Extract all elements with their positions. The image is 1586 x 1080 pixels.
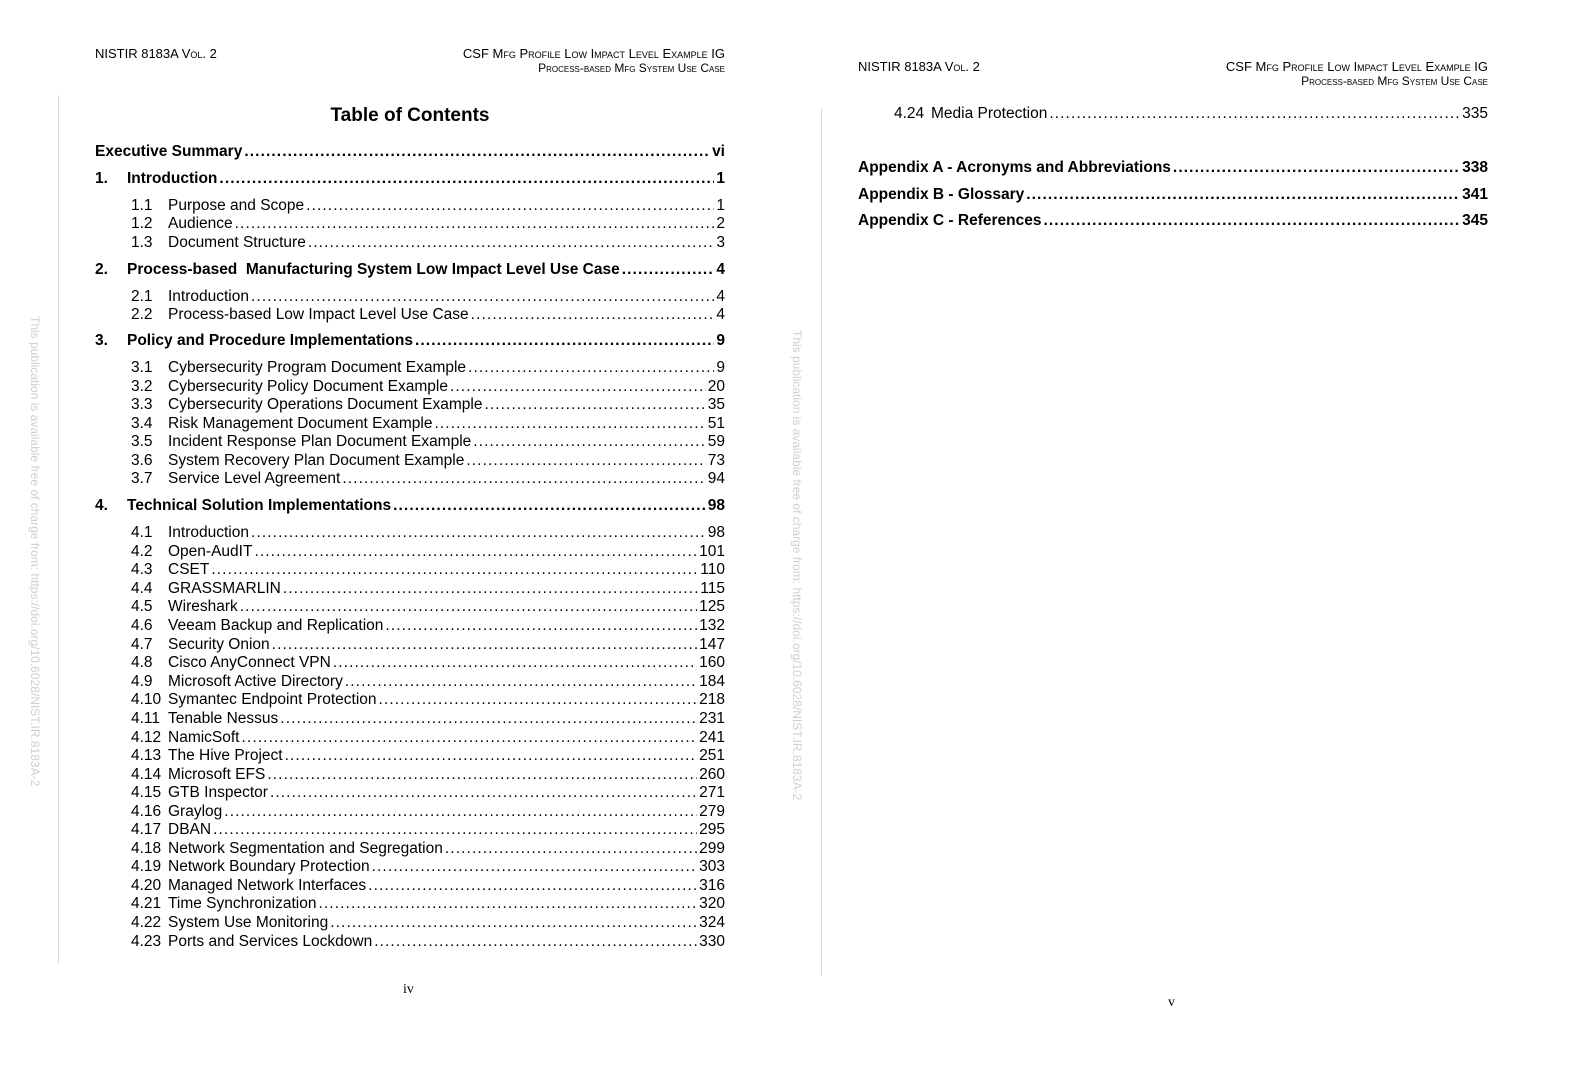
toc-entry-major[interactable] xyxy=(858,186,1488,204)
dot-leader xyxy=(251,524,706,542)
toc-entry-number: 4. xyxy=(95,497,108,514)
page-number: v xyxy=(1168,995,1175,1010)
toc-entry-page: 231 xyxy=(699,710,725,727)
toc-entry-page: 35 xyxy=(707,396,725,413)
toc-entry-label: Appendix C - References xyxy=(858,212,1042,229)
header-title-line1: CSF Mfg Profile Low Impact Level Example IG xyxy=(1225,59,1488,74)
toc-entry[interactable] xyxy=(131,452,725,470)
toc-entry-label: Appendix A - Acronyms and Abbreviations xyxy=(858,159,1171,176)
toc-entry-label: Cisco AnyConnect VPN xyxy=(168,654,331,671)
toc-entry-number: 4.14 xyxy=(131,766,162,783)
toc-entry-page: 338 xyxy=(1462,159,1488,176)
toc-entry-label: Ports and Services Lockdown xyxy=(168,933,373,950)
toc-entry-number: 4.17 xyxy=(131,821,162,838)
toc-entry[interactable] xyxy=(131,673,725,691)
toc-entry-number: 4.5 xyxy=(131,598,153,615)
toc-entry-number: 4.8 xyxy=(131,654,153,671)
toc-entry-page: 241 xyxy=(699,729,725,746)
toc-entry-label: Process-based Low Impact Level Use Case xyxy=(168,306,469,323)
header-title-line2: Process-based Mfg System Use Case xyxy=(1301,74,1488,88)
toc-entry-page: 2 xyxy=(716,215,725,232)
page-number: iv xyxy=(403,982,414,997)
toc-entry-number: 2. xyxy=(95,261,108,278)
toc-entry-label: GRASSMARLIN xyxy=(168,580,281,597)
toc-entry-number: 2.1 xyxy=(131,288,153,305)
toc-entry[interactable] xyxy=(131,803,725,821)
toc-entry-label: Document Structure xyxy=(168,234,306,251)
toc-entry-number: 3.5 xyxy=(131,433,153,450)
toc-entry-page: 324 xyxy=(699,914,725,931)
toc-entry-page: 279 xyxy=(699,803,725,820)
toc-entry-page: 316 xyxy=(699,877,725,894)
toc-entry-label: Executive Summary xyxy=(95,143,243,160)
dot-leader xyxy=(285,747,698,765)
toc-entry-label: Introduction xyxy=(168,288,249,305)
dot-leader xyxy=(368,877,697,895)
toc-entry[interactable] xyxy=(131,710,725,728)
toc-entry-label: Graylog xyxy=(168,803,223,820)
toc-entry-number: 3.4 xyxy=(131,415,153,432)
dot-leader xyxy=(622,261,715,279)
toc-entry-label: DBAN xyxy=(168,821,212,838)
right-page xyxy=(790,0,1586,1080)
toc-entry-label: Symantec Endpoint Protection xyxy=(168,691,377,708)
toc-entry[interactable] xyxy=(131,561,725,579)
toc-entry-number: 4.12 xyxy=(131,729,162,746)
toc-entry-major[interactable] xyxy=(95,332,725,350)
toc-entry[interactable] xyxy=(131,598,725,616)
dot-leader xyxy=(242,729,698,747)
toc-entry-major[interactable] xyxy=(95,261,725,279)
toc-entry[interactable] xyxy=(131,858,725,876)
toc-entry[interactable] xyxy=(131,306,725,324)
margin-rule xyxy=(821,108,822,976)
toc-entry-page: 9 xyxy=(716,359,725,376)
toc-entry-number: 4.9 xyxy=(131,673,153,690)
toc-entry-label: Policy and Procedure Implementations xyxy=(127,332,413,349)
toc-entry[interactable] xyxy=(131,636,725,654)
toc-entry-major[interactable] xyxy=(858,212,1488,230)
toc-entry-label: Security Onion xyxy=(168,636,270,653)
toc-entry-number: 4.20 xyxy=(131,877,162,894)
toc-entry-label: CSET xyxy=(168,561,210,578)
header-title xyxy=(463,46,725,76)
toc-entry-page: 1 xyxy=(716,197,725,214)
toc-entry[interactable] xyxy=(131,234,725,252)
dot-leader xyxy=(374,933,697,951)
toc-entry[interactable] xyxy=(131,396,725,414)
toc-entry-page: 184 xyxy=(699,673,725,690)
dot-leader xyxy=(270,784,697,802)
header-title-line2: Process-based Mfg System Use Case xyxy=(538,61,725,75)
toc-entry[interactable] xyxy=(131,524,725,542)
dot-leader xyxy=(306,197,714,215)
doi-watermark: This publication is available free of charge from: https://doi.org/10.6028/NIST.IR.8183A-2 xyxy=(28,316,42,787)
toc-entry-page: 147 xyxy=(699,636,725,653)
toc-title: Table of Contents xyxy=(330,105,490,126)
toc-entry[interactable] xyxy=(131,617,725,635)
toc-entry-label: Veeam Backup and Replication xyxy=(168,617,384,634)
toc-entry-page: 271 xyxy=(699,784,725,801)
toc-entry-label: Appendix B - Glossary xyxy=(858,186,1025,203)
toc-entry-page: 94 xyxy=(707,470,725,487)
toc-entry-page: 98 xyxy=(707,524,725,541)
margin-rule xyxy=(58,95,59,963)
toc-entry-label: System Recovery Plan Document Example xyxy=(168,452,465,469)
toc-entry-number: 3.7 xyxy=(131,470,153,487)
toc-entry-page: 295 xyxy=(699,821,725,838)
dot-leader xyxy=(434,415,705,433)
toc-entry-label: System Use Monitoring xyxy=(168,914,329,931)
toc-entry-page: 303 xyxy=(699,858,725,875)
dot-leader xyxy=(280,710,697,728)
header-doc-id: NISTIR 8183A Vol. 2 xyxy=(858,59,980,74)
toc-entry-label: Introduction xyxy=(168,524,249,541)
dot-leader xyxy=(244,143,710,161)
dot-leader xyxy=(372,858,698,876)
toc-entry-number: 3.6 xyxy=(131,452,153,469)
header-title xyxy=(1226,59,1488,89)
toc-entry-number: 4.6 xyxy=(131,617,153,634)
toc-entry-major[interactable] xyxy=(95,143,725,161)
toc-entry[interactable] xyxy=(131,359,725,377)
toc-entry-label: Managed Network Interfaces xyxy=(168,877,367,894)
dot-leader xyxy=(333,654,697,672)
toc-entry-label: Service Level Agreement xyxy=(168,470,341,487)
toc-entry-number: 4.11 xyxy=(131,710,161,727)
toc-entry-label: Process-based Manufacturing System Low Impact Level Use Case xyxy=(127,261,620,278)
toc-entry[interactable] xyxy=(131,747,725,765)
toc-entry-label: Cybersecurity Operations Document Example xyxy=(168,396,483,413)
dot-leader xyxy=(235,215,715,233)
toc-entry-page: 20 xyxy=(707,378,725,395)
toc-entry-number: 3.1 xyxy=(131,359,153,376)
dot-leader xyxy=(393,497,706,515)
dot-leader xyxy=(1043,212,1460,230)
toc-entry-number: 4.22 xyxy=(131,914,162,931)
toc-entry-label: Time Synchronization xyxy=(168,895,317,912)
toc-entry-number: 4.13 xyxy=(131,747,162,764)
toc-entry[interactable] xyxy=(131,729,725,747)
dot-leader xyxy=(224,803,697,821)
toc-entry-label: Incident Response Plan Document Example xyxy=(168,433,472,450)
toc-entry-page: 101 xyxy=(699,543,725,560)
toc-entry-page: 320 xyxy=(699,895,725,912)
toc-entry-label: Open-AudIT xyxy=(168,543,253,560)
toc-entry-page: 9 xyxy=(716,332,725,349)
toc-entry-page: 73 xyxy=(707,452,725,469)
toc-entry-label: Purpose and Scope xyxy=(168,197,305,214)
toc-entry-number: 1.2 xyxy=(131,215,153,232)
dot-leader xyxy=(345,673,697,691)
header-doc-id: NISTIR 8183A Vol. 2 xyxy=(95,46,217,61)
toc-entry-label: Wireshark xyxy=(168,598,238,615)
toc-entry-page: 260 xyxy=(699,766,725,783)
toc-entry[interactable] xyxy=(894,105,1488,123)
doi-watermark: This publication is available free of charge from: https://doi.org/10.6028/NIST.IR.8183A-2 xyxy=(790,330,804,801)
toc-entry-number: 1.3 xyxy=(131,234,153,251)
toc-entry-label: Cybersecurity Policy Document Example xyxy=(168,378,448,395)
dot-leader xyxy=(379,691,698,709)
toc-entry-number: 4.7 xyxy=(131,636,153,653)
dot-leader xyxy=(213,821,697,839)
toc-entry-page: 251 xyxy=(699,747,725,764)
dot-leader xyxy=(251,288,714,306)
toc-entry-major[interactable] xyxy=(95,170,725,188)
toc-entry-number: 4.24 xyxy=(894,105,925,122)
toc-entry[interactable] xyxy=(131,766,725,784)
dot-leader xyxy=(1173,159,1460,177)
toc-entry-number: 4.18 xyxy=(131,840,162,857)
dot-leader xyxy=(318,895,697,913)
toc-entry-page: 132 xyxy=(699,617,725,634)
toc-entry[interactable] xyxy=(131,821,725,839)
toc-entry-label: Microsoft EFS xyxy=(168,766,266,783)
toc-entry-label: Introduction xyxy=(127,170,218,187)
toc-entry-label: Network Boundary Protection xyxy=(168,858,370,875)
toc-entry[interactable] xyxy=(131,378,725,396)
toc-entry-number: 4.21 xyxy=(131,895,162,912)
toc-entry-page: 218 xyxy=(699,691,725,708)
toc-entry-page: 59 xyxy=(707,433,725,450)
dot-leader xyxy=(308,234,715,252)
toc-entry-label: Media Protection xyxy=(931,105,1048,122)
toc-entry-label: Microsoft Active Directory xyxy=(168,673,343,690)
toc-entry[interactable] xyxy=(131,877,725,895)
toc-entry-label: Tenable Nessus xyxy=(168,710,279,727)
toc-entry[interactable] xyxy=(131,580,725,598)
toc-entry[interactable] xyxy=(131,914,725,932)
toc-entry-number: 4.16 xyxy=(131,803,162,820)
dot-leader xyxy=(283,580,698,598)
toc-entry-number: 4.2 xyxy=(131,543,153,560)
toc-entry[interactable] xyxy=(131,543,725,561)
toc-entry-label: Risk Management Document Example xyxy=(168,415,433,432)
toc-entry-number: 3.2 xyxy=(131,378,153,395)
dot-leader xyxy=(330,914,697,932)
dot-leader xyxy=(484,396,705,414)
toc-entry-page: 4 xyxy=(716,261,725,278)
toc-entry-page: 299 xyxy=(699,840,725,857)
toc-entry[interactable] xyxy=(131,470,725,488)
toc-entry-page: 4 xyxy=(716,306,725,323)
toc-entry-label: Technical Solution Implementations xyxy=(127,497,392,514)
toc-entry-number: 4.3 xyxy=(131,561,153,578)
dot-leader xyxy=(450,378,706,396)
toc-entry[interactable] xyxy=(131,691,725,709)
toc-entry-label: The Hive Project xyxy=(168,747,283,764)
toc-entry[interactable] xyxy=(131,840,725,858)
toc-entry-page: 115 xyxy=(700,580,725,597)
toc-entry[interactable] xyxy=(131,433,725,451)
dot-leader xyxy=(468,359,714,377)
toc-entry-number: 4.4 xyxy=(131,580,153,597)
dot-leader xyxy=(1049,105,1460,123)
toc-entry-page: 125 xyxy=(699,598,725,615)
toc-entry[interactable] xyxy=(131,895,725,913)
dot-leader xyxy=(471,306,715,324)
toc-entry-major[interactable] xyxy=(858,159,1488,177)
toc-entry-page: 51 xyxy=(707,415,725,432)
dot-leader xyxy=(342,470,705,488)
dot-leader xyxy=(219,170,714,188)
toc-entry[interactable] xyxy=(131,933,725,951)
toc-entry[interactable] xyxy=(131,197,725,215)
toc-entry-number: 2.2 xyxy=(131,306,153,323)
dot-leader xyxy=(240,598,697,616)
toc-entry-number: 3.3 xyxy=(131,396,153,413)
toc-entry-number: 4.1 xyxy=(131,524,153,541)
toc-entry-page: 335 xyxy=(1462,105,1488,122)
toc-entry-page: 160 xyxy=(699,654,725,671)
dot-leader xyxy=(211,561,698,579)
toc-entry-page: 4 xyxy=(716,288,725,305)
toc-entry-page: 341 xyxy=(1462,186,1488,203)
toc-entry-number: 3. xyxy=(95,332,108,349)
toc-entry-number: 4.19 xyxy=(131,858,162,875)
toc-entry-page: 3 xyxy=(716,234,725,251)
toc-entry-page: 110 xyxy=(700,561,725,578)
toc-entry-page: 345 xyxy=(1462,212,1488,229)
toc-entry-page: 98 xyxy=(707,497,725,514)
toc-entry-number: 4.10 xyxy=(131,691,162,708)
toc-entry[interactable] xyxy=(131,415,725,433)
toc-entry-number: 1.1 xyxy=(131,197,153,214)
header-title-line1: CSF Mfg Profile Low Impact Level Example IG xyxy=(462,46,725,61)
toc-entry-label: NamicSoft xyxy=(168,729,240,746)
toc-entry-major[interactable] xyxy=(95,497,725,515)
toc-entry[interactable] xyxy=(131,288,725,306)
toc-entry-label: Network Segmentation and Segregation xyxy=(168,840,443,857)
toc-entry-number: 4.23 xyxy=(131,933,162,950)
toc-entry-label: GTB Inspector xyxy=(168,784,268,801)
toc-entry-number: 4.15 xyxy=(131,784,162,801)
toc-entry-page: 330 xyxy=(699,933,725,950)
toc-entry[interactable] xyxy=(131,784,725,802)
dot-leader xyxy=(415,332,714,350)
dot-leader xyxy=(267,766,697,784)
toc-entry-label: Audience xyxy=(168,215,233,232)
dot-leader xyxy=(254,543,697,561)
dot-leader xyxy=(385,617,697,635)
toc-entry-label: Cybersecurity Program Document Example xyxy=(168,359,467,376)
dot-leader xyxy=(473,433,705,451)
toc-entry-number: 1. xyxy=(95,170,108,187)
toc-entry[interactable] xyxy=(131,215,725,233)
dot-leader xyxy=(445,840,697,858)
dot-leader xyxy=(1026,186,1460,204)
toc-entry-page: vi xyxy=(712,143,725,160)
toc-entry[interactable] xyxy=(131,654,725,672)
dot-leader xyxy=(272,636,697,654)
toc-entry-page: 1 xyxy=(716,170,725,187)
dot-leader xyxy=(466,452,705,470)
